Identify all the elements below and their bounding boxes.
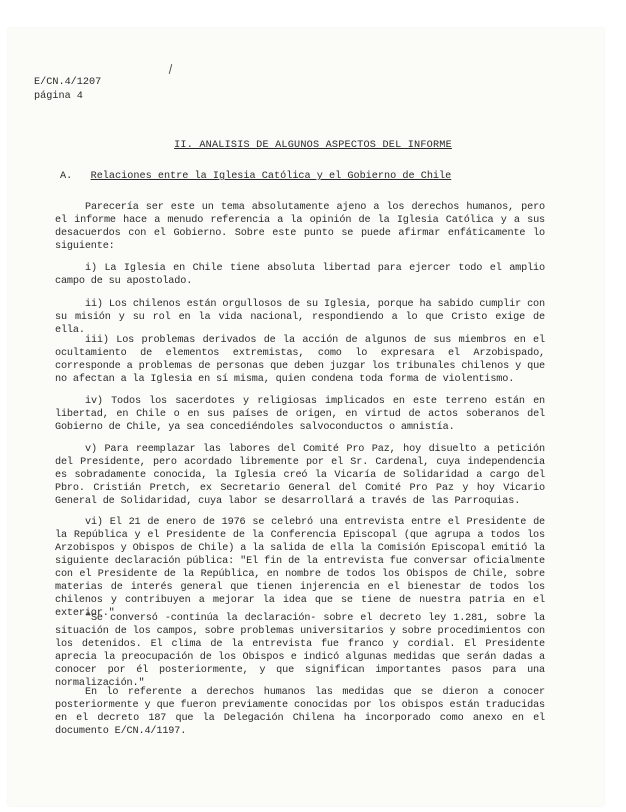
- paragraph-ii: ii) Los chilenos están orgullosos de su Iglesia, porque ha sabido cumplir con su misión y su rol en la vida nacional, respondiendo a lo que Cristo exige de ella.: [55, 299, 545, 336]
- paragraph-iii: iii) Los problemas derivados de la acción de algunos de sus miembros en el ocultamiento de elementos extremistas, como lo expresara el Arzobispado, corresponde a problemas de personas que deben juzgar los tribunales chilenos y que no afectan a la Iglesia en sí misma, quien condena toda forma de violentismo.: [55, 335, 545, 385]
- paragraph-quote: "Se conversó -continúa la declaración- sobre el decreto ley 1.281, sobre la situación de los campos, sobre problemas universitarios y sobre procedimientos con los detenidos. El clima de la entrevista fue franco y cordial. El Presidente aprecia la preocupación de los Obispos e indicó algunas medidas que serán dadas a conocer por él posteriormente, y que significan importantes pasos para una normalización.": [55, 613, 545, 689]
- paragraph-v: v) Para reemplazar las labores del Comité Pro Paz, hoy disuelto a petición del Presidente, pero acordado libremente por el Sr. Cardenal, cuya independencia es sobradamente conocida, la Iglesia creó la Vicaría de Solidaridad a cargo del Pbro. Cristián Pretch, ex Secretario General del Comité Pro Paz y hoy Vicario General de Solidaridad, cuya labor se desarrollará a través de las Parroquias.: [55, 444, 545, 507]
- subsection-heading: [60, 171, 451, 182]
- document-reference: [34, 76, 101, 104]
- page-number: página 4: [34, 91, 83, 102]
- paragraph-intro: Parecería ser este un tema absolutamente ajeno a los derechos humanos, pero el informe hace a menudo referencia a la opinión de la Iglesia Católica y a sus desacuerdos con el Gobierno. Sobre este punto se puede afirmar enfáticamente lo siguiente:: [55, 202, 545, 252]
- subsection-title: Relaciones entre la Iglesia Católica y el Gobierno de Chile: [90, 171, 452, 182]
- document-code: E/CN.4/1207: [34, 77, 102, 88]
- paragraph-vi: vi) El 21 de enero de 1976 se celebró una entrevista entre el Presidente de la República y el Presidente de la Conferencia Episcopal (que agrupa a todos los Arzobispos y Obispos de Chile) a la salida de ella la Comisión Episcopal emitió la siguiente declaración pública: "El fin de la entrevista fue conversar oficialmente con el Presidente de la República, en nombre de todos los Obispos de Chile, sobre materias de interés general que tienen injerencia en el bienestar de todos los chilenos y contribuyen a mejorar la idea que se tiene de nuestra patria en el exterior.": [55, 517, 545, 619]
- paragraph-iv: iv) Todos los sacerdotes y religiosas implicados en este terreno están en libertad, en Chile o en sus países de origen, en virtud de actos soberanos del Gobierno de Chile, ya sea concediéndoles salvoconductos o amnistía.: [55, 396, 545, 433]
- section-title: II. ANALISIS DE ALGUNOS ASPECTOS DEL INFORME: [174, 140, 452, 151]
- subsection-letter: A.: [60, 171, 73, 182]
- paragraph-i: i) La Iglesia en Chile tiene absoluta libertad para ejercer todo el amplio campo de su apostolado.: [55, 263, 545, 287]
- paragraph-closing: En lo referente a derechos humanos las medidas que se dieron a conocer posteriormente y que fueron previamente conocidas por los obispos están traducidas en el decreto 187 que la Delegación Chilena ha incorporado como anexo en el documento E/CN.4/1197.: [55, 687, 545, 737]
- section-heading: [0, 140, 626, 151]
